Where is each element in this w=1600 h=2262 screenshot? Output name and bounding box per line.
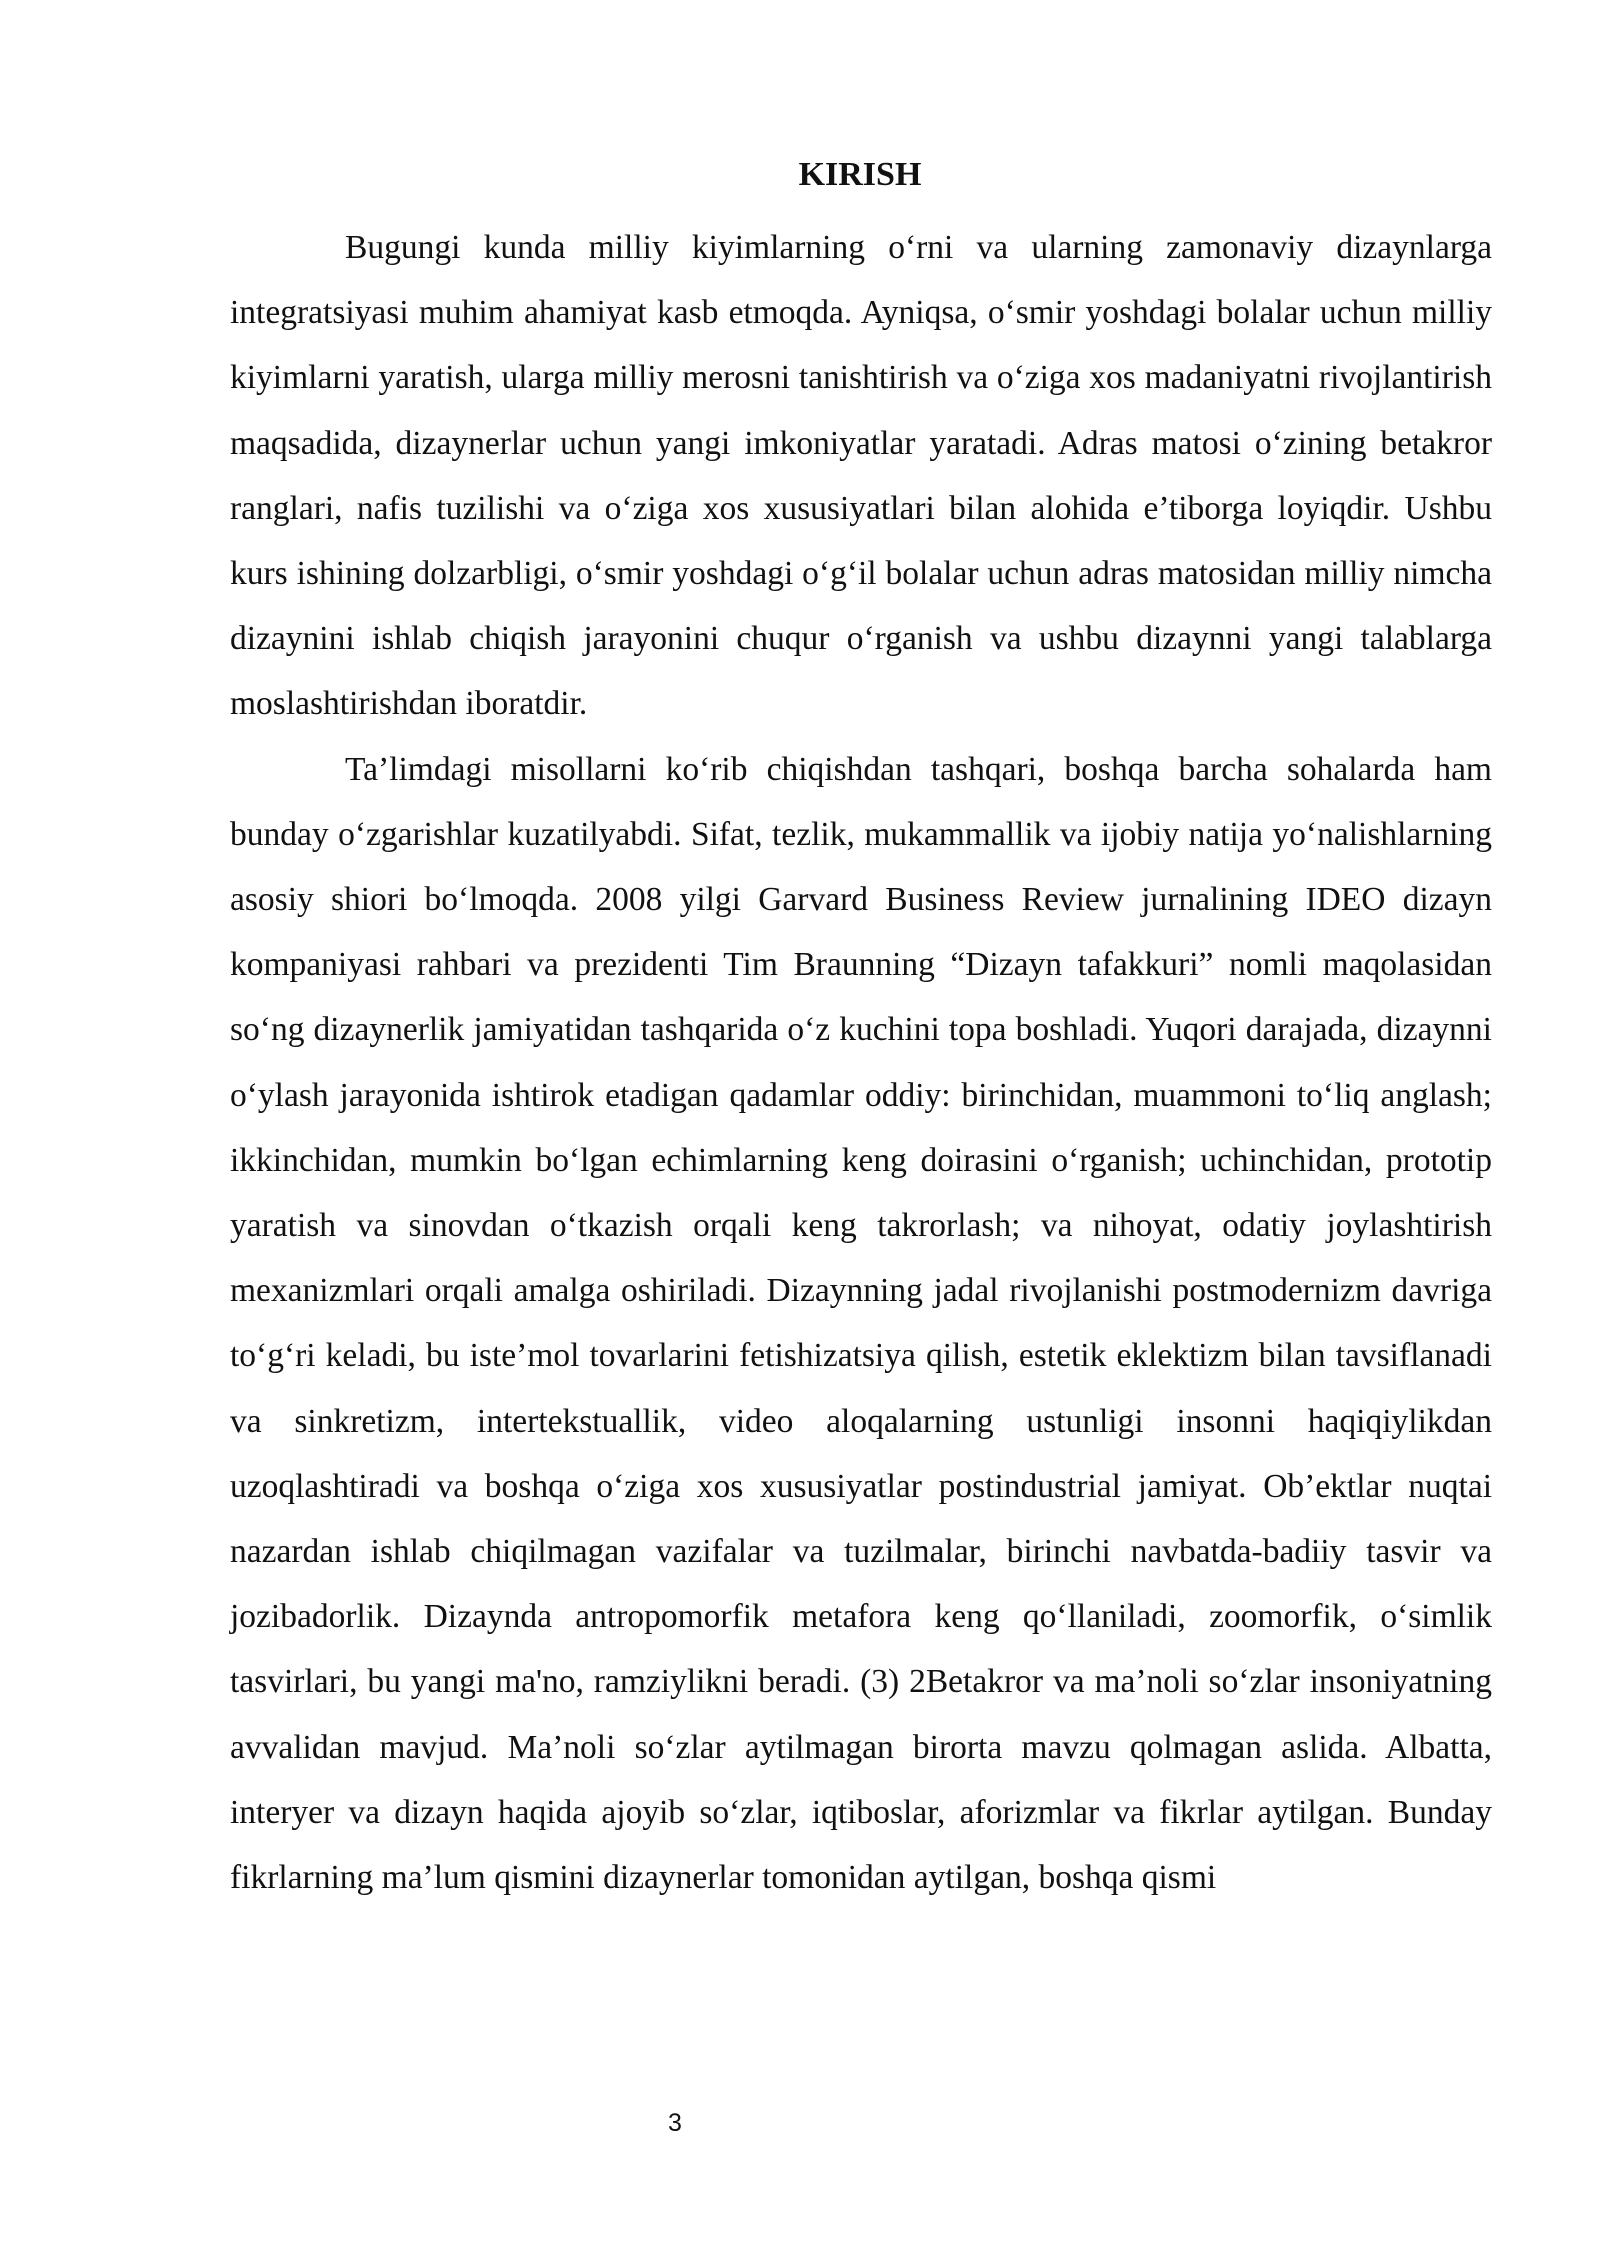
paragraph-1: Bugungi kunda milliy kiyimlarning o‘rni va ularning zamonaviy dizaynlarga integratsiyasi muhim ahamiyat kasb etmoqda. Ayniqsa, o‘smir yoshdagi bolalar uchun milliy kiyimlarni yaratish, ularga milliy merosni tanishtirish va o‘ziga xos madaniyatni rivojlantirish maqsadida, dizaynerlar uchun yangi imkoniyatlar yaratadi. Adras matosi o‘zining betakror ranglari, nafis tuzilishi va o‘ziga xos xususiyatlari bilan alohida e’tiborga loyiqdir. Ushbu kurs ishining dolzarbligi, o‘smir yoshdagi o‘g‘il bolalar uchun adras matosidan milliy nimcha dizaynini ishlab chiqish jarayonini chuqur o‘rganish va ushbu dizaynni yangi talablarga moslashtirishdan iboratdir. [230, 229, 1492, 723]
page-number: 3 [668, 2109, 682, 2137]
body-text [230, 215, 1492, 1910]
section-heading: KIRISH [798, 156, 922, 193]
paragraph-2: Ta’limdagi misollarni ko‘rib chiqishdan tashqari, boshqa barcha sohalarda ham bunday o‘zgarishlar kuzatilyabdi. Sifat, tezlik, mukammallik va ijobiy natija yo‘nalishlarning asosiy shiori bo‘lmoqda. 2008 yilgi Garvard Business Review jurnalining IDEO dizayn kompaniyasi rahbari va prezidenti Tim Braunning “Dizayn tafakkuri” nomli maqolasidan so‘ng dizaynerlik jamiyatidan tashqarida o‘z kuchini topa boshladi. Yuqori darajada, dizaynni o‘ylash jarayonida ishtirok etadigan qadamlar oddiy: birinchidan, muammoni to‘liq anglash; ikkinchidan, mumkin bo‘lgan echimlarning keng doirasini o‘rganish; uchinchidan, prototip yaratish va sinovdan o‘tkazish orqali keng takrorlash; va nihoyat, odatiy joylashtirish mexanizmlari orqali amalga oshiriladi. Dizaynning jadal rivojlanishi postmodernizm davriga to‘g‘ri keladi, bu iste’mol tovarlarini fetishizatsiya qilish, estetik eklektizm bilan tavsiflanadi va sinkretizm, intertekstuallik, video aloqalarning ustunligi insonni haqiqiylikdan uzoqlashtiradi va boshqa o‘ziga xos xususiyatlar postindustrial jamiyat. Ob’ektlar nuqtai nazardan ishlab chiqilmagan vazifalar va tuzilmalar, birinchi navbatda-badiiy tasvir va jozibadorlik. Dizaynda antropomorfik metafora keng qo‘llaniladi, zoomorfik, o‘simlik tasvirlari, bu yangi ma'no, ramziylikni beradi. (3) 2Betakror va ma’noli so‘zlar insoniyatning avvalidan mavjud. Ma’noli so‘zlar aytilmagan birorta mavzu qolmagan aslida. Albatta, interyer va dizayn haqida ajoyib so‘zlar, iqtiboslar, aforizmlar va fikrlar aytilgan. Bunday fikrlarning ma’lum qismini dizaynerlar tomonidan aytilgan, boshqa qismi [230, 750, 1492, 1897]
